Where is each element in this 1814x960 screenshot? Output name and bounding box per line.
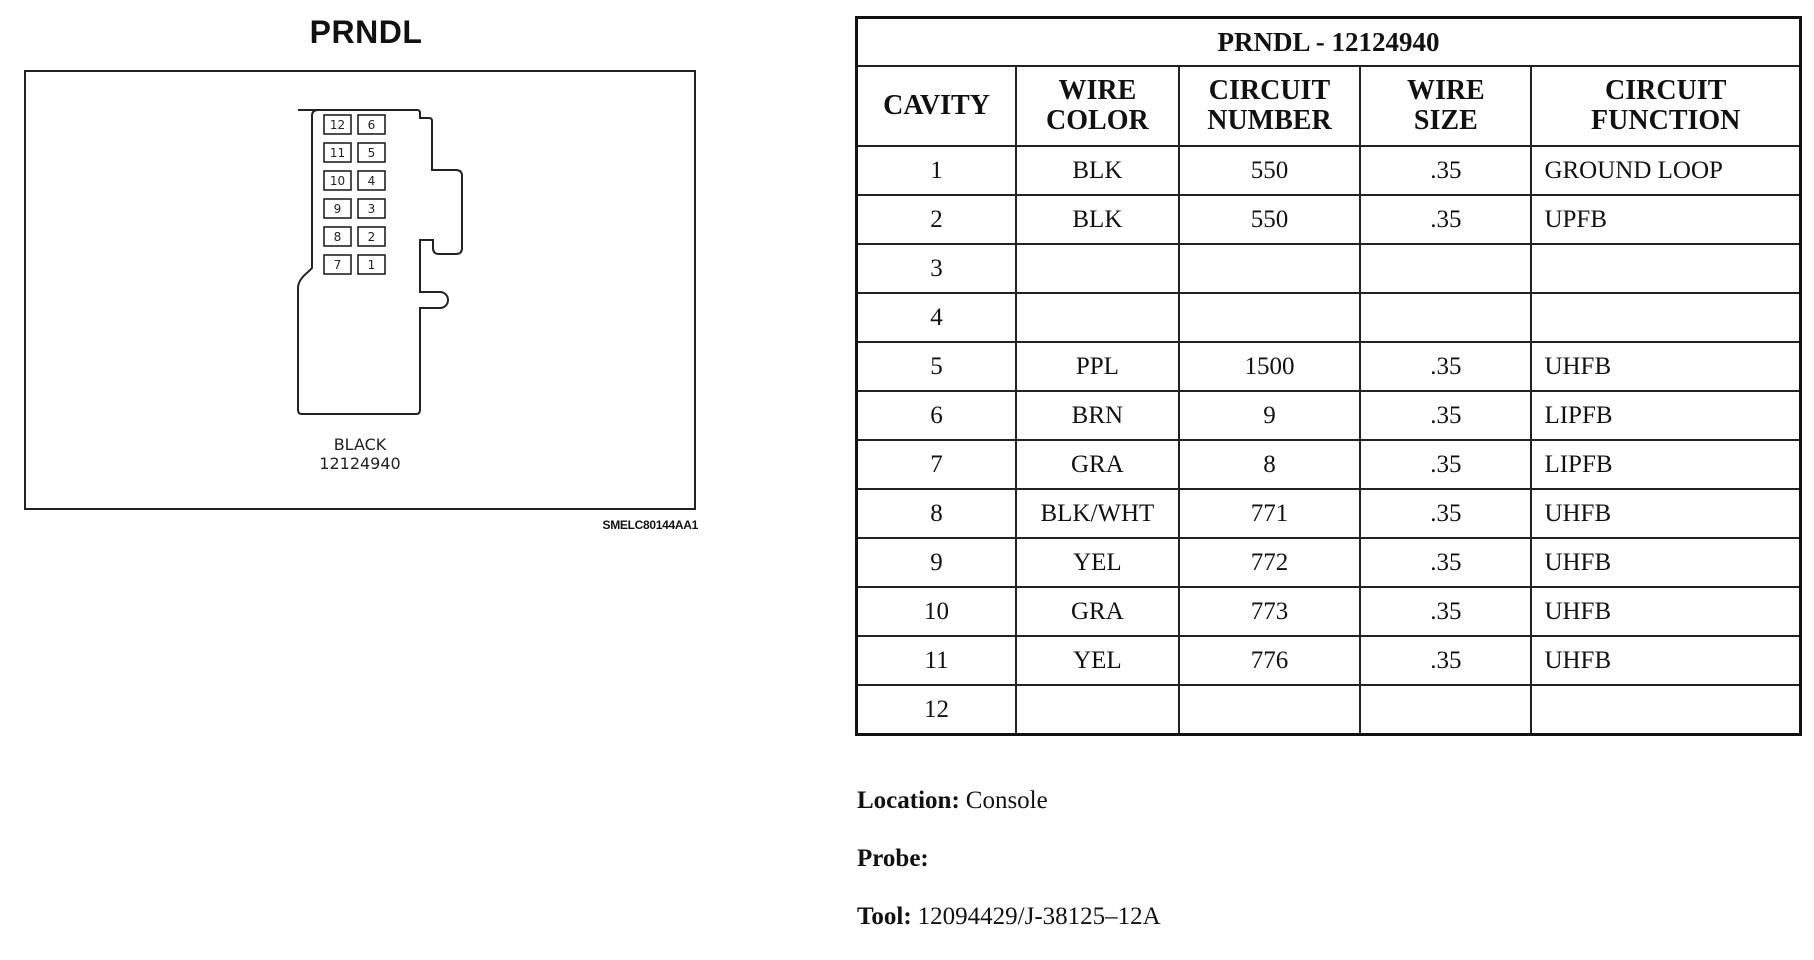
circuit-number-cell: 9 (1179, 391, 1361, 440)
circuit-number-cell: 550 (1179, 195, 1361, 244)
circuit-number-cell: 1500 (1179, 342, 1361, 391)
wire-color-cell: PPL (1016, 342, 1179, 391)
wire-color-cell: YEL (1016, 538, 1179, 587)
table-title: PRNDL - 12124940 (857, 18, 1801, 67)
wire-size-cell (1360, 685, 1531, 735)
table-header-row (857, 66, 1801, 146)
cavity-number: 6 (367, 118, 376, 132)
wire-color-cell (1016, 244, 1179, 293)
circuit-number-cell: 772 (1179, 538, 1361, 587)
location-label: Location: (857, 787, 960, 814)
cavity-cell: 4 (857, 293, 1017, 342)
cavity-number: 1 (367, 258, 376, 272)
cavity-number: 4 (367, 174, 376, 188)
wire-color-cell: BLK/WHT (1016, 489, 1179, 538)
wire-color-cell (1016, 293, 1179, 342)
cavity-cell: 7 (857, 440, 1017, 489)
wire-size-cell (1360, 293, 1531, 342)
circuit-number-cell (1179, 685, 1361, 735)
cavity-10 (324, 171, 351, 190)
cavity-9 (324, 199, 351, 218)
cavity-5 (358, 143, 385, 162)
cavity-7 (324, 255, 351, 274)
cavity-4 (358, 171, 385, 190)
circuit-number-cell: 776 (1179, 636, 1361, 685)
cavity-11 (324, 143, 351, 162)
pinout-table (855, 16, 1802, 736)
cavity-2 (358, 227, 385, 246)
cavity-number: 2 (367, 230, 376, 244)
wire-size-cell: .35 (1360, 587, 1531, 636)
table-row (857, 538, 1801, 587)
wire-size-cell: .35 (1360, 391, 1531, 440)
circuit-number-cell: 550 (1179, 146, 1361, 195)
table-row (857, 636, 1801, 685)
wire-size-cell: .35 (1360, 146, 1531, 195)
circuit-function-cell: GROUND LOOP (1531, 146, 1800, 195)
cavity-number: 5 (367, 146, 376, 160)
cavity-8 (324, 227, 351, 246)
circuit-function-cell (1531, 293, 1800, 342)
cavity-number: 3 (367, 202, 376, 216)
header-cavity (857, 66, 1017, 146)
cavity-cell: 11 (857, 636, 1017, 685)
circuit-function-cell: UHFB (1531, 538, 1800, 587)
wire-color-cell: BRN (1016, 391, 1179, 440)
circuit-function-cell (1531, 244, 1800, 293)
table-row (857, 685, 1801, 735)
table-body (857, 146, 1801, 735)
circuit-function-cell: LIPFB (1531, 391, 1800, 440)
wire-size-cell: .35 (1360, 195, 1531, 244)
header-circuit-number (1179, 66, 1361, 146)
cavity-6 (358, 115, 385, 134)
cavity-number: 7 (333, 258, 342, 272)
connector-color-label: BLACK (333, 435, 387, 454)
cavity-grid (324, 115, 385, 274)
wire-color-cell: BLK (1016, 146, 1179, 195)
circuit-function-cell (1531, 685, 1800, 735)
cavity-number: 10 (329, 174, 346, 188)
cavity-number: 12 (329, 118, 346, 132)
table-row (857, 587, 1801, 636)
connector-part-number: 12124940 (319, 454, 401, 473)
connector-diagram (24, 70, 696, 510)
circuit-function-cell: UHFB (1531, 489, 1800, 538)
circuit-function-cell: UHFB (1531, 636, 1800, 685)
table-row (857, 391, 1801, 440)
cavity-12 (324, 115, 351, 134)
table-row (857, 146, 1801, 195)
connector-title: PRNDL (309, 14, 423, 50)
table-row (857, 342, 1801, 391)
table-row (857, 293, 1801, 342)
header-line: NUMBER (1207, 105, 1332, 136)
header-circuit-function (1531, 66, 1800, 146)
wire-size-cell: .35 (1360, 489, 1531, 538)
cavity-number: 11 (329, 146, 346, 160)
cavity-cell: 12 (857, 685, 1017, 735)
cavity-cell: 9 (857, 538, 1017, 587)
circuit-number-cell: 773 (1179, 587, 1361, 636)
cavity-cell: 1 (857, 146, 1017, 195)
wire-size-cell: .35 (1360, 538, 1531, 587)
cavity-cell: 3 (857, 244, 1017, 293)
figure-id: SMELC80144AA1 (602, 518, 698, 532)
header-wire-color (1016, 66, 1179, 146)
table-row (857, 489, 1801, 538)
header-line: SIZE (1413, 105, 1478, 136)
tool-value: 12094429/J-38125–12A (917, 903, 1161, 930)
location-value: Console (965, 787, 1048, 814)
wire-color-cell (1016, 685, 1179, 735)
wire-size-cell: .35 (1360, 342, 1531, 391)
probe-label: Probe: (857, 845, 929, 872)
wire-color-cell: GRA (1016, 587, 1179, 636)
cavity-1 (358, 255, 385, 274)
cavity-cell: 10 (857, 587, 1017, 636)
table-row (857, 244, 1801, 293)
cavity-cell: 6 (857, 391, 1017, 440)
cavity-number: 9 (333, 202, 342, 216)
wire-color-cell: YEL (1016, 636, 1179, 685)
cavity-3 (358, 199, 385, 218)
header-line: CIRCUIT (1605, 75, 1727, 106)
tool-line (857, 903, 1161, 931)
probe-line (857, 845, 935, 873)
table-row (857, 195, 1801, 244)
circuit-number-cell: 771 (1179, 489, 1361, 538)
header-line: COLOR (1046, 105, 1149, 136)
table-row (857, 440, 1801, 489)
wire-color-cell: BLK (1016, 195, 1179, 244)
wire-size-cell: .35 (1360, 440, 1531, 489)
wire-color-cell: GRA (1016, 440, 1179, 489)
wire-size-cell: .35 (1360, 636, 1531, 685)
cavity-cell: 5 (857, 342, 1017, 391)
wire-size-cell (1360, 244, 1531, 293)
circuit-function-cell: UPFB (1531, 195, 1800, 244)
cavity-cell: 2 (857, 195, 1017, 244)
header-line: CAVITY (883, 90, 990, 121)
circuit-number-cell (1179, 244, 1361, 293)
tool-label: Tool: (857, 903, 912, 930)
circuit-function-cell: LIPFB (1531, 440, 1800, 489)
circuit-function-cell: UHFB (1531, 587, 1800, 636)
header-line: WIRE (1406, 75, 1485, 106)
cavity-number: 8 (333, 230, 342, 244)
circuit-number-cell (1179, 293, 1361, 342)
header-line: WIRE (1058, 75, 1137, 106)
header-wire-size (1360, 66, 1531, 146)
location-line (857, 787, 1048, 815)
cavity-cell: 8 (857, 489, 1017, 538)
header-line: FUNCTION (1591, 105, 1741, 136)
circuit-function-cell: UHFB (1531, 342, 1800, 391)
circuit-number-cell: 8 (1179, 440, 1361, 489)
header-line: CIRCUIT (1208, 75, 1331, 106)
